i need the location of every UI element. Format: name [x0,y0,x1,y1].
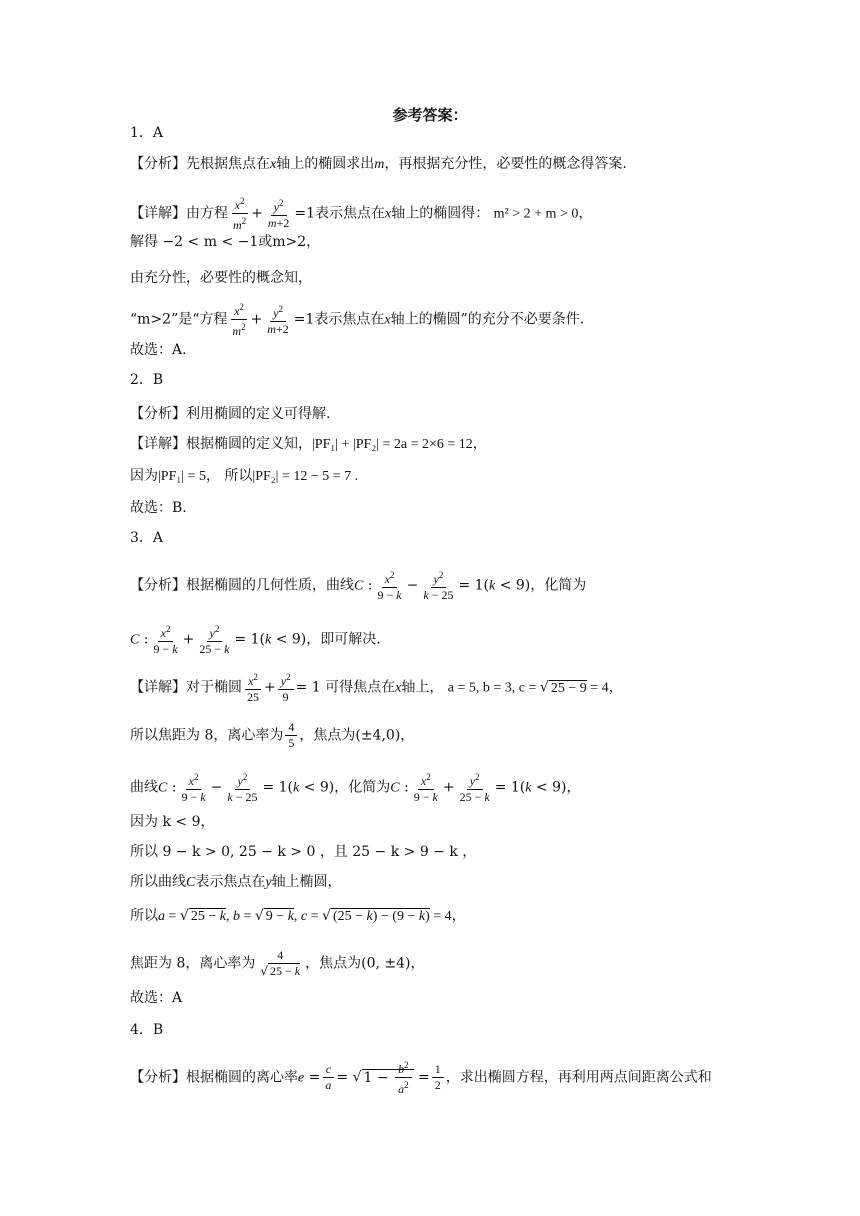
page-title: 参考答案： [392,106,468,124]
q3-focal2: 焦距为 8，离心率为 $\frac{4}{√ 25 - k}$ ，焦点为(0, ±4)， [130,948,425,978]
q3-detail: 【详解】对于椭圆 $\frac{x^2}{25}$ + $\frac{y^2}{9}$ = 1 可得焦点在x轴上， a = 5, b = 3, c = √ 25 − 9 = 4， [130,672,623,704]
q2-because: 因为|PF₁| = 5， 所以|PF₂| = 12 − 5 = 7 . [130,468,359,484]
q3-curve-type: 所以曲线C表示焦点在y轴上椭圆， [130,874,342,890]
q2-detail: 【详解】根据椭圆的定义知，|PF₁| + |PF₂| = 2a = 2×6 = 12， [130,436,487,452]
q3-focal: 所以焦距为 8，离心率为 $\frac{4}{5}$ ，焦点为(±4,0)， [130,720,415,750]
q1-number: 1．A [130,125,164,141]
q3-k-condition: 因为 k < 9， [130,814,215,830]
q3-analysis-cont: C : $\frac{x^2}{9 - k}$ + $\frac{y^2}{25 - k}$ = 1(k < 9)，即可解决. [130,624,381,656]
q2-analysis: 【分析】利用椭圆的定义可得解. [130,406,331,422]
q4-number: 4．B [130,1022,164,1038]
q3-analysis: 【分析】根据椭圆的几何性质，曲线C : $\frac{x^2}{9 - k}$ − $\frac{y^2}{k - 25}$ = 1(k < 9)，化简为 [130,570,587,602]
q3-answer: 故选：A [130,990,183,1006]
q1-analysis: 【分析】先根据焦点在x轴上的椭圆求出m，再根据充分性，必要性的概念得答案. [130,156,627,172]
q2-answer: 故选：B. [130,500,187,516]
q4-analysis: 【分析】根据椭圆的离心率e = $\frac{c}{a}$ = √ 1 − $\frac{b^2}{a^2}$ = $\frac{1}{2}$ ，求出椭圆方程，再利用两点间距离公式和 [130,1060,712,1096]
q2-number: 2．B [130,372,164,388]
q1-conclusion: “m>2”是“方程 $\frac{x^2}{m^2}$ + $\frac{y^2}{m+2}$ =1表示焦点在x轴上的椭圆”的充分不必要条件. [130,302,585,338]
q1-solve: 解得 −2 < m < −1或m>2， [130,234,321,250]
q3-curve: 曲线C : $\frac{x^2}{9 - k}$ − $\frac{y^2}{k - 25}$ = 1(k < 9)，化简为C : $\frac{x^2}{9 - k}$ + $\frac{y^2}{25 - k}$ = 1(k < 9)， [130,772,581,804]
q1-answer: 故选：A. [130,342,187,358]
q1-concept: 由充分性，必要性的概念知， [130,270,312,286]
q3-inequality: 所以 9 − k > 0, 25 − k > 0 ，且 25 − k > 9 − k ， [130,844,477,860]
q3-number: 3．A [130,530,164,546]
q3-abc: 所以a = √ 25 − k, b = √ 9 − k, c = √ (25 − k) − (9 − k) = 4， [130,908,466,924]
q1-detail: 【详解】由方程 $\frac{x^2}{m^2}$ + $\frac{y^2}{m+2}$ =1表示焦点在x轴上的椭圆得： m² > 2 + m > 0， [130,196,593,232]
